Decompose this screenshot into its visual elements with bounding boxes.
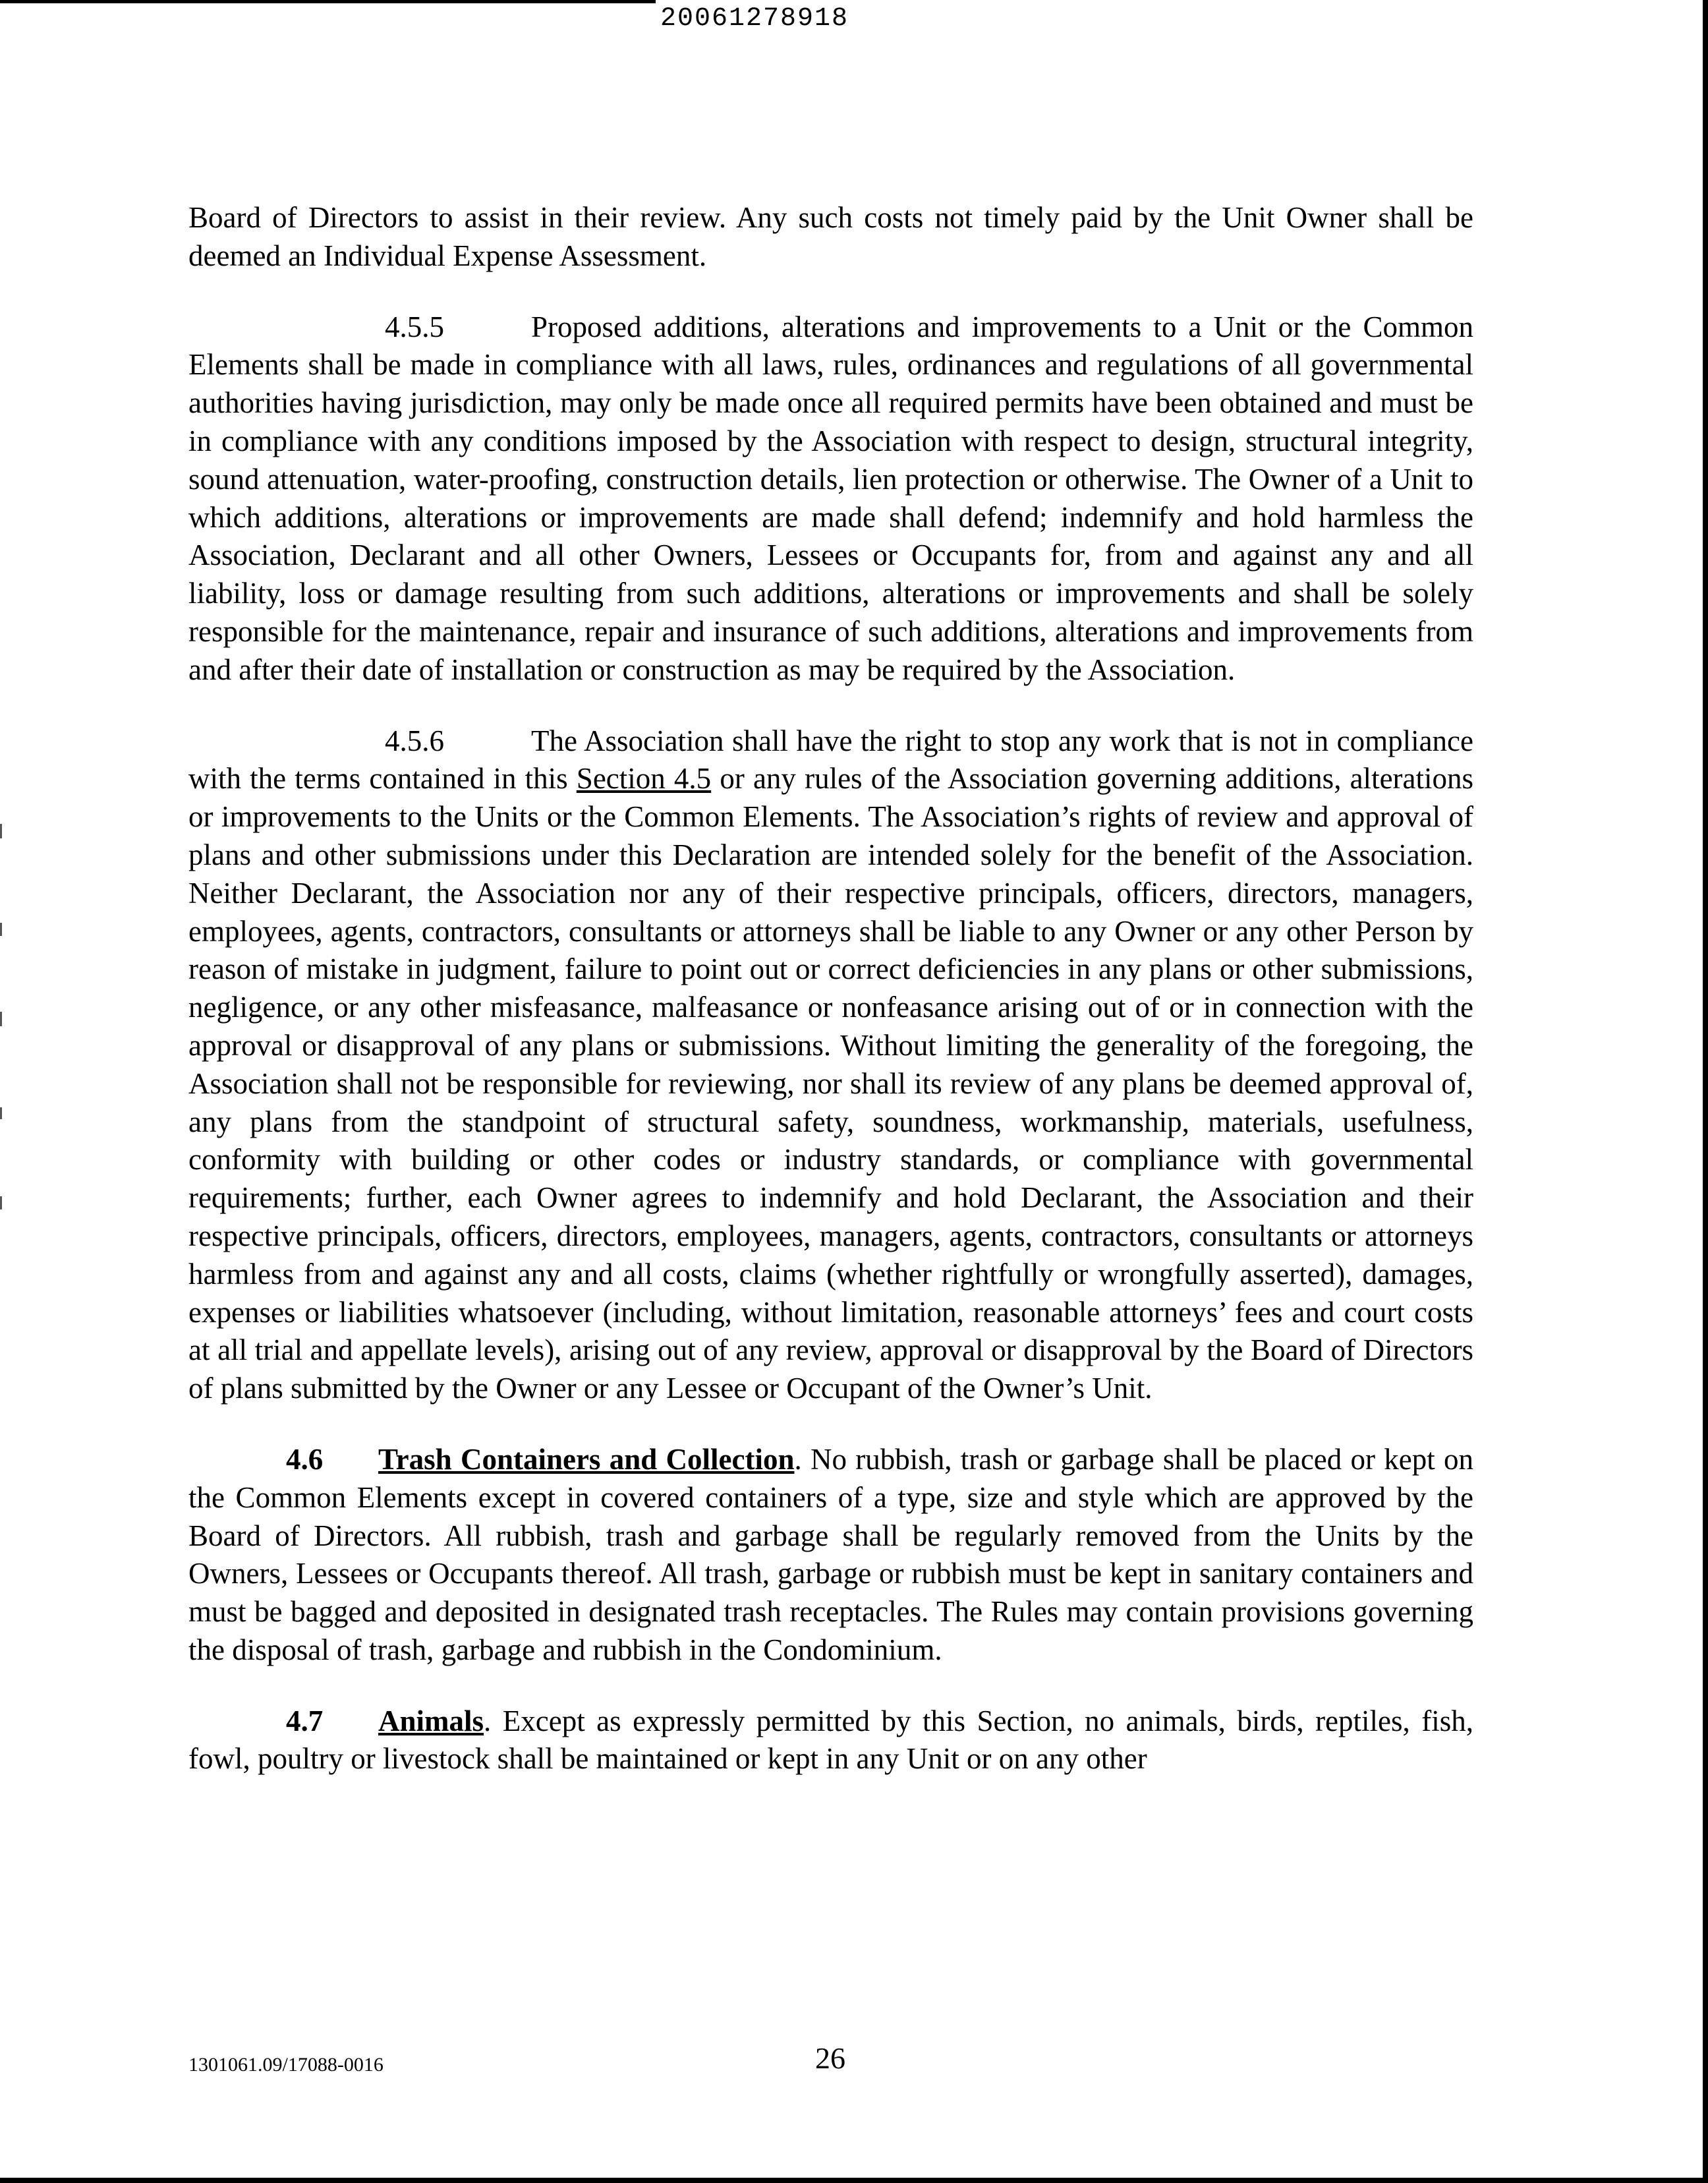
- scan-border-bottom: [0, 2178, 1708, 2183]
- paragraph-4-5-6: [188, 722, 1473, 1408]
- scan-edge-mark: [0, 824, 2, 838]
- section-number: 4.6: [286, 1442, 324, 1476]
- footer-document-id: 1301061.09/17088-0016: [188, 2054, 384, 2076]
- section-heading: Trash Containers and Collection: [378, 1442, 795, 1476]
- scan-edge-mark: [0, 1196, 2, 1209]
- scan-edge-mark: [0, 923, 2, 936]
- paragraph-text: Proposed additions, alterations and improvements to a Unit or the Common Elements shall be made in compliance with all laws, rules, ordinances and regulations of all governmental authorities having jurisdiction, may only be made once all required permits have been obtained and must be in compliance with any conditions imposed by the Association with respect to design, structural integrity, sound attenuation, water-proofing, construction details, lien protection or otherwise. The Owner of a Unit to which additions, alterations or improvements are made shall defend; indemnify and hold harmless the Association, Declarant and all other Owners, Lessees or Occupants for, from and against any and all liability, loss or damage resulting from such additions, alterations or improvements and shall be solely responsible for the maintenance, repair and insurance of such additions, alterations and improvements from and after their date of installation or construction as may be required by the Association.: [188, 310, 1473, 686]
- section-4-7: [188, 1703, 1473, 1779]
- document-body: [188, 199, 1473, 1778]
- subsection-number: 4.5.6: [385, 724, 444, 757]
- section-number: 4.7: [286, 1704, 324, 1737]
- scan-border-right: [1703, 0, 1708, 2183]
- section-4-6: [188, 1441, 1473, 1670]
- paragraph-4-5-5: [188, 308, 1473, 689]
- scan-edge-mark: [0, 1107, 2, 1119]
- page-number: 26: [815, 2041, 845, 2075]
- paragraph-text: . Except as expressly permitted by this Section, no animals, birds, reptiles, fish, fowl, poultry or livestock shall be maintained or kept in any Unit or on any other: [188, 1704, 1473, 1776]
- paragraph-text: The Association shall have the right to stop any work that is not in compliance with the terms contained in this: [188, 724, 1473, 796]
- paragraph-text: Board of Directors to assist in their review. Any such costs not timely paid by the Unit Owner shall be deemed an Individual Expense Assessment.: [188, 201, 1473, 272]
- scan-artifact-top-line: [0, 0, 656, 3]
- subsection-number: 4.5.5: [385, 310, 444, 343]
- paragraph-text: . No rubbish, trash or garbage shall be placed or kept on the Common Elements except in covered containers of a type, size and style which are approved by the Board of Directors. All rubbish, trash and garbage shall be regularly removed from the Units by the Owners, Lessees or Occupants thereof. All trash, garbage or rubbish must be kept in sanitary containers and must be bagged and deposited in designated trash receptacles. The Rules may contain provisions governing the disposal of trash, garbage and rubbish in the Condominium.: [188, 1442, 1473, 1666]
- scan-edge-mark: [0, 1012, 2, 1026]
- document-number: 20061278918: [660, 4, 849, 34]
- paragraph-continuation: [188, 199, 1473, 276]
- paragraph-text: or any rules of the Association governing additions, alterations or improvements to the Units or the Common Elements. The Association’s rights of review and approval of plans and other submissions under this Declaration are intended solely for the benefit of the Association. Neither Declarant, the Association nor any of their respective principals, officers, directors, managers, employees, agents, contractors, consultants or attorneys shall be liable to any Owner or any other Person by reason of mistake in judgment, failure to point out or correct deficiencies in any plans or other submissions, negligence, or any other misfeasance, malfeasance or nonfeasance arising out of or in connection with the approval or disapproval of any plans or submissions. Without limiting the generality of the foregoing, the Association shall not be responsible for reviewing, nor shall its review of any plans be deemed approval of, any plans from the standpoint of structural safety, soundness, workmanship, materials, usefulness, conformity with building or other codes or industry standards, or compliance with governmental requirements; further, each Owner agrees to indemnify and hold Declarant, the Association and their respective principals, officers, directors, employees, managers, agents, contractors, consultants or attorneys harmless from and against any and all costs, claims (whether rightfully or wrongfully asserted), damages, expenses or liabilities whatsoever (including, without limitation, reasonable attorneys’ fees and court costs at all trial and appellate levels), arising out of any review, approval or disapproval by the Board of Directors of plans submitted by the Owner or any Lessee or Occupant of the Owner’s Unit.: [188, 762, 1474, 1405]
- section-reference: Section 4.5: [576, 762, 712, 796]
- section-heading: Animals: [378, 1704, 484, 1737]
